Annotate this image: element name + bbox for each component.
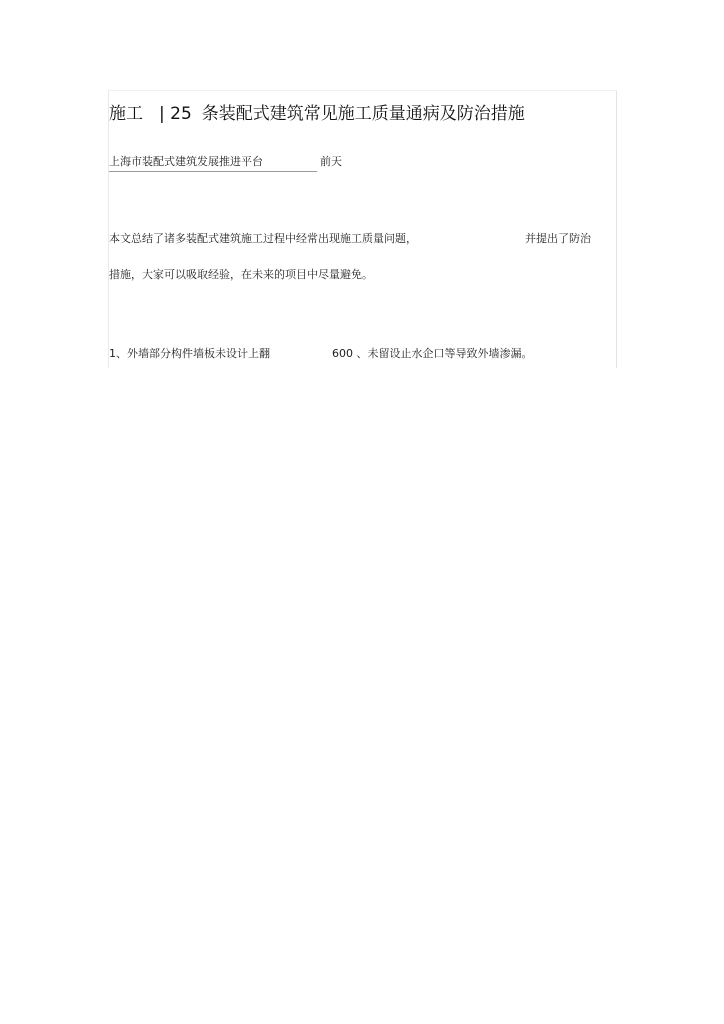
intro-text-line1: 本文总结了诸多装配式建筑施工过程中经常出现施工质量问题， [109, 232, 417, 245]
intro-text-line2: 措施，大家可以吸取经验，在未来的项目中尽量避免。 [109, 268, 373, 281]
title-prefix: 施工 [109, 104, 143, 124]
intro-text-line1-end: 并提出了防治 [525, 232, 591, 245]
title-main: 条装配式建筑常见施工质量通病及防治措施 [201, 104, 525, 124]
title-number: | 25 [159, 104, 192, 124]
source-link[interactable]: 上海市装配式建筑发展推进平台 [109, 153, 317, 172]
publish-time: 前天 [320, 155, 342, 168]
article-container [108, 90, 617, 368]
item-1-text-start: 1、外墙部分构件墙板未设计上翻 [109, 347, 270, 360]
article-title [109, 99, 525, 124]
item-1-text-end: 600 、未留设止水企口等导致外墙渗漏。 [332, 347, 533, 360]
